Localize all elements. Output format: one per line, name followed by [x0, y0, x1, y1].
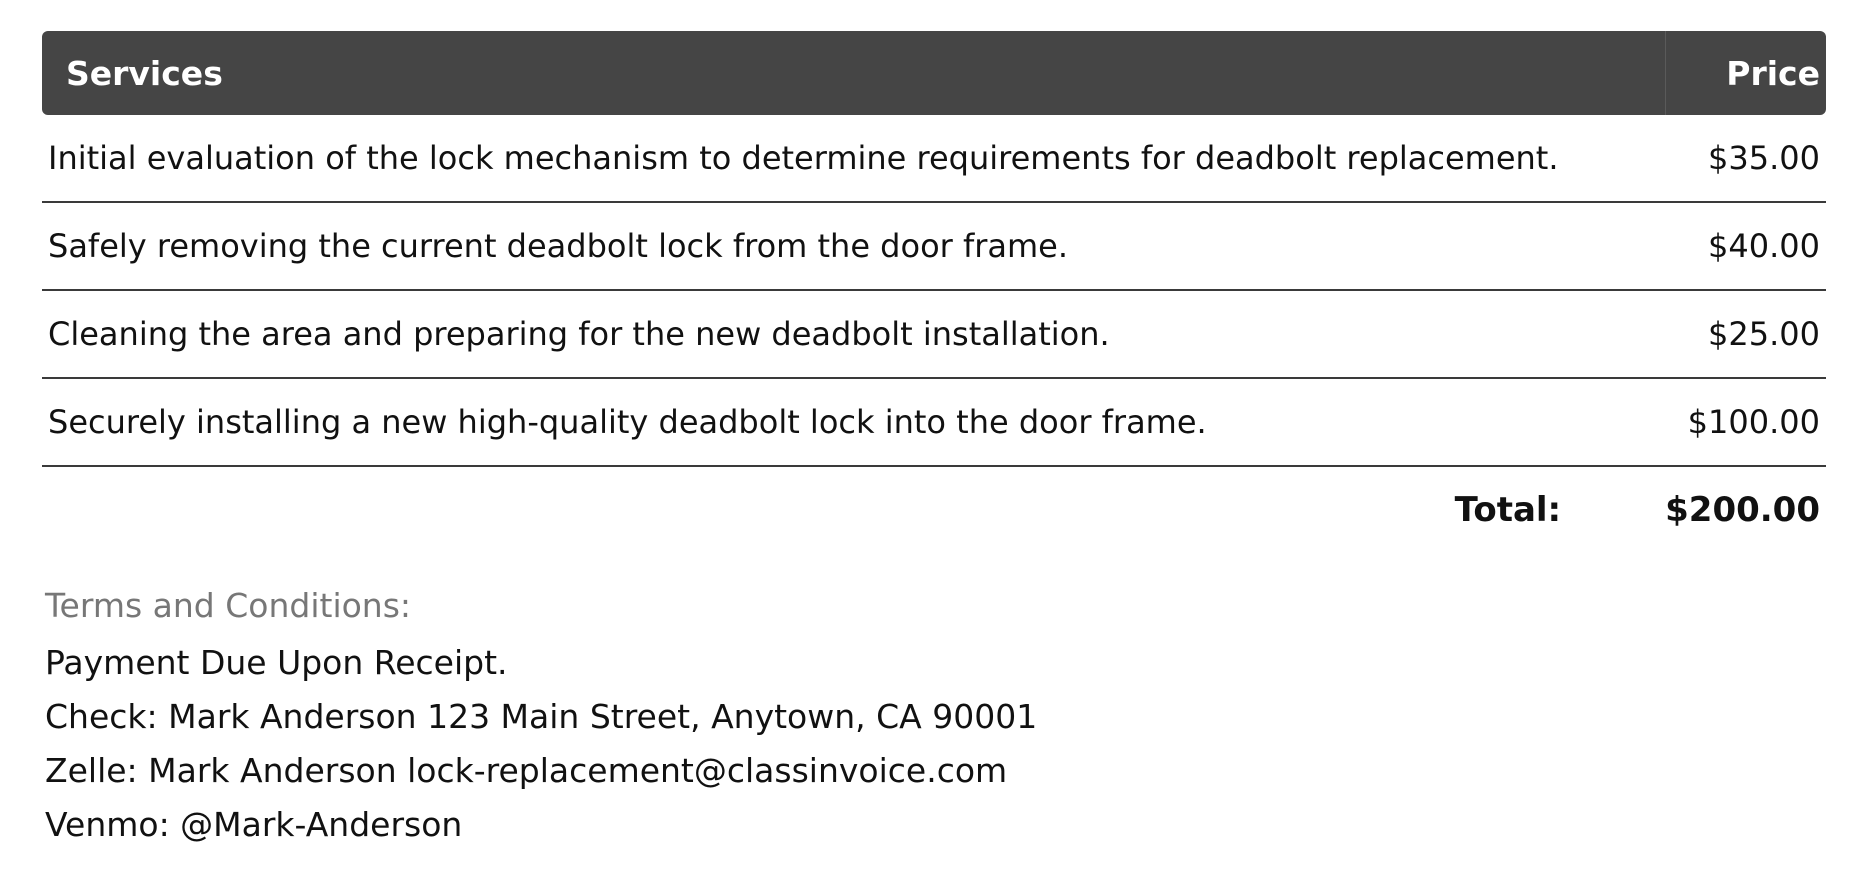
total-label: Total:: [1454, 490, 1562, 530]
terms-zelle-line: Zelle: Mark Anderson lock-replacement@classinvoice.com: [45, 751, 1008, 790]
table-header: [42, 31, 1826, 115]
service-description: Cleaning the area and preparing for the new deadbolt installation.: [48, 315, 1110, 353]
terms-check-line: Check: Mark Anderson 123 Main Street, Anytown, CA 90001: [45, 697, 1038, 736]
service-description: Securely installing a new high-quality deadbolt lock into the door frame.: [48, 403, 1207, 441]
total-row: [42, 467, 1826, 553]
total-value: $200.00: [1665, 490, 1820, 530]
terms-title: Terms and Conditions:: [45, 586, 412, 625]
terms-venmo-line: Venmo: @Mark-Anderson: [45, 805, 463, 844]
service-price: $35.00: [1708, 139, 1820, 177]
service-price: $40.00: [1708, 227, 1820, 265]
services-table: [42, 31, 1826, 553]
service-description: Safely removing the current deadbolt lock from the door frame.: [48, 227, 1069, 265]
service-description: Initial evaluation of the lock mechanism to determine requirements for deadbolt replacement.: [48, 139, 1559, 177]
services-column-header: Services: [66, 53, 223, 93]
service-rows: [42, 115, 1826, 467]
price-column-header: Price: [1665, 31, 1826, 115]
terms-section: [45, 580, 1037, 852]
table-row: [42, 203, 1826, 291]
service-price: $100.00: [1687, 403, 1820, 441]
terms-payment-line: Payment Due Upon Receipt.: [45, 643, 508, 682]
table-row: [42, 379, 1826, 467]
service-price: $25.00: [1708, 315, 1820, 353]
table-row: [42, 291, 1826, 379]
table-row: [42, 115, 1826, 203]
